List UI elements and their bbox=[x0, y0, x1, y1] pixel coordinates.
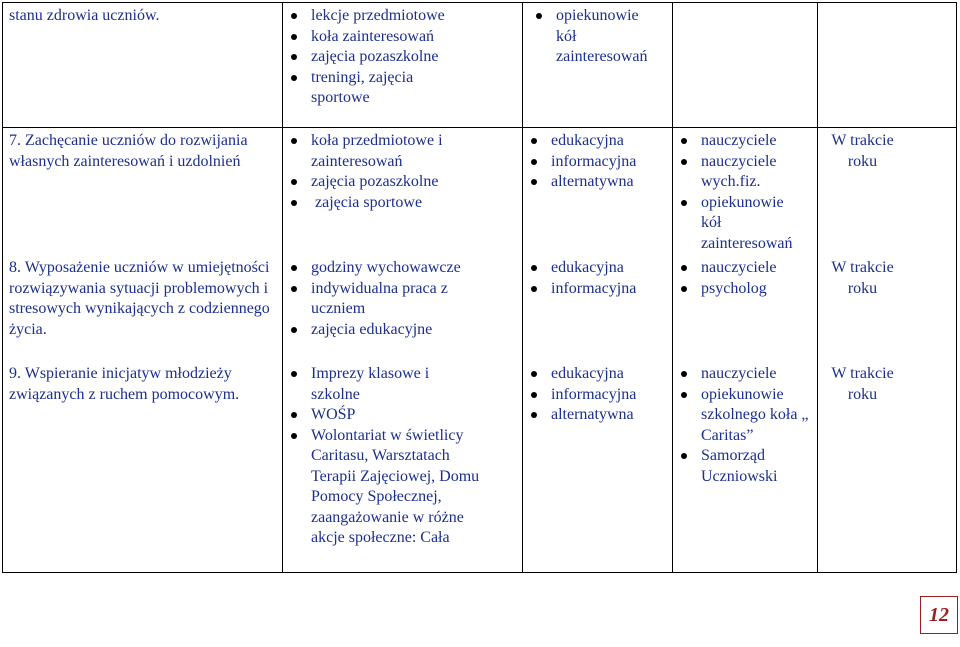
goal-text: stanu zdrowia uczniów. bbox=[9, 7, 160, 24]
responsible-list bbox=[673, 258, 815, 299]
list-item: Wolontariat w świetlicy Caritasu, Warsztatach Terapii Zajęciowej, Domu Pomocy Społecznej, zaangażowanie w różne akcje społeczne: Cała bbox=[283, 426, 486, 549]
list-item: zajęcia edukacyjne bbox=[283, 320, 520, 341]
term-text: W trakcie roku bbox=[831, 259, 894, 297]
table-row bbox=[3, 128, 957, 573]
goal-text: 9. Wspieranie inicjatyw młodzieży związanych z ruchem pomocowym. bbox=[9, 365, 240, 403]
list-item: godziny wychowawcze bbox=[283, 258, 520, 279]
list-item: WOŚP bbox=[283, 405, 520, 426]
responsible-list bbox=[528, 6, 818, 68]
function-cell bbox=[523, 128, 673, 573]
list-item: Imprezy klasowe i szkolne bbox=[283, 364, 456, 405]
term-text: W trakcie roku bbox=[831, 365, 894, 403]
education-plan-table bbox=[2, 2, 957, 573]
goal-cell bbox=[3, 128, 283, 573]
function-list bbox=[523, 258, 670, 299]
list-item: psycholog bbox=[673, 279, 815, 300]
term-text: W trakcie roku bbox=[831, 132, 894, 170]
list-item: nauczyciele bbox=[673, 364, 815, 385]
list-item: nauczyciele bbox=[673, 258, 815, 279]
list-item: opiekunowie kół zainteresowań bbox=[528, 6, 661, 68]
function-list bbox=[523, 364, 670, 426]
list-item: nauczyciele bbox=[673, 131, 815, 152]
list-item: informacyjna bbox=[523, 279, 670, 300]
forms-list bbox=[283, 258, 520, 340]
list-item: indywidualna praca z uczniem bbox=[283, 279, 461, 320]
list-item: edukacyjna bbox=[523, 364, 670, 385]
list-item: alternatywna bbox=[523, 405, 670, 426]
forms-cell bbox=[283, 3, 523, 128]
list-item: treningi, zajęcia sportowe bbox=[283, 68, 451, 109]
forms-list bbox=[283, 364, 520, 549]
forms-list bbox=[283, 6, 520, 109]
list-item: Samorząd Uczniowski bbox=[673, 446, 801, 487]
list-item: informacyjna bbox=[523, 152, 670, 173]
goal-text: 7. Zachęcanie uczniów do rozwijania własnych zainteresowań i uzdolnień bbox=[9, 132, 248, 170]
forms-list bbox=[283, 131, 520, 213]
list-item: informacyjna bbox=[523, 385, 670, 406]
list-item: edukacyjna bbox=[523, 258, 670, 279]
list-item: alternatywna bbox=[523, 172, 670, 193]
forms-cell bbox=[283, 128, 523, 573]
list-item: zajęcia pozaszkolne bbox=[283, 47, 520, 68]
list-item: lekcje przedmiotowe bbox=[283, 6, 520, 27]
list-item: opiekunowie szkolnego koła „ Caritas” bbox=[673, 385, 819, 447]
goal-text: 8. Wyposażenie uczniów w umiejętności rozwiązywania sytuacji problemowych i stresowych wynikających z codziennego życia. bbox=[9, 259, 270, 338]
table-row bbox=[3, 3, 957, 128]
list-item: zajęcia sportowe bbox=[283, 193, 520, 214]
responsible-cell bbox=[556, 3, 818, 128]
function-list bbox=[523, 131, 670, 193]
term-cell bbox=[818, 3, 957, 128]
list-item: koła przedmiotowe i zainteresowań bbox=[283, 131, 461, 172]
responsible-list bbox=[673, 364, 815, 487]
responsible-cell bbox=[673, 128, 818, 573]
list-item: koła zainteresowań bbox=[283, 27, 520, 48]
goal-cell bbox=[3, 3, 283, 128]
list-item: opiekunowie kół zainteresowań bbox=[673, 193, 807, 255]
page-number: 12 bbox=[920, 596, 958, 634]
list-item: edukacyjna bbox=[523, 131, 670, 152]
list-item: nauczyciele wych.fiz. bbox=[673, 152, 793, 193]
term-cell bbox=[818, 128, 957, 573]
responsible-list bbox=[673, 131, 815, 254]
list-item: zajęcia pozaszkolne bbox=[283, 172, 520, 193]
